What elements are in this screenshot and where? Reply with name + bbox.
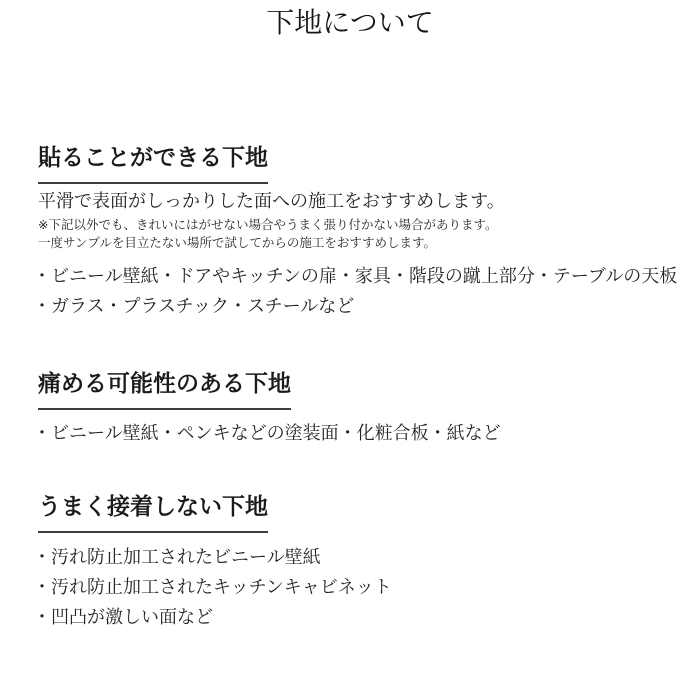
document-page xyxy=(0,4,700,700)
list-item: ・汚れ防止加工されたキッチンキャビネット xyxy=(33,577,392,597)
section-stickable-surfaces xyxy=(33,143,678,321)
section-description: 平滑で表面がしっかりした面への施工をおすすめします。 xyxy=(38,191,505,211)
surface-list xyxy=(33,261,678,321)
list-item: ・汚れ防止加工されたビニール壁紙 xyxy=(33,547,321,567)
content-area xyxy=(0,143,700,632)
list-item: ・ビニール壁紙・ペンキなどの塗装面・化粧合板・紙など xyxy=(33,423,501,443)
list-item: ・ガラス・プラスチック・スチールなど xyxy=(33,296,355,316)
section-nonadhesive-surfaces xyxy=(33,492,674,632)
section-note xyxy=(38,216,674,252)
section-heading: 痛める可能性のある下地 xyxy=(38,369,291,410)
section-heading: うまく接着しない下地 xyxy=(38,492,268,533)
surface-list xyxy=(33,542,674,632)
surface-list xyxy=(33,418,674,448)
note-line-1: ※下記以外でも、きれいにはがせない場合やうまく張り付かない場合があります。 xyxy=(38,218,498,232)
section-heading: 貼ることができる下地 xyxy=(38,143,268,184)
list-item: ・ビニール壁紙・ドアやキッチンの扉・家具・階段の蹴上部分・テーブルの天板 xyxy=(33,266,678,286)
note-line-2: 一度サンプルを目立たない場所で試してからの施工をおすすめします。 xyxy=(38,236,437,250)
list-item: ・凹凸が激しい面など xyxy=(33,607,213,627)
section-damageable-surfaces xyxy=(33,369,674,448)
page-title: 下地について xyxy=(266,8,434,39)
